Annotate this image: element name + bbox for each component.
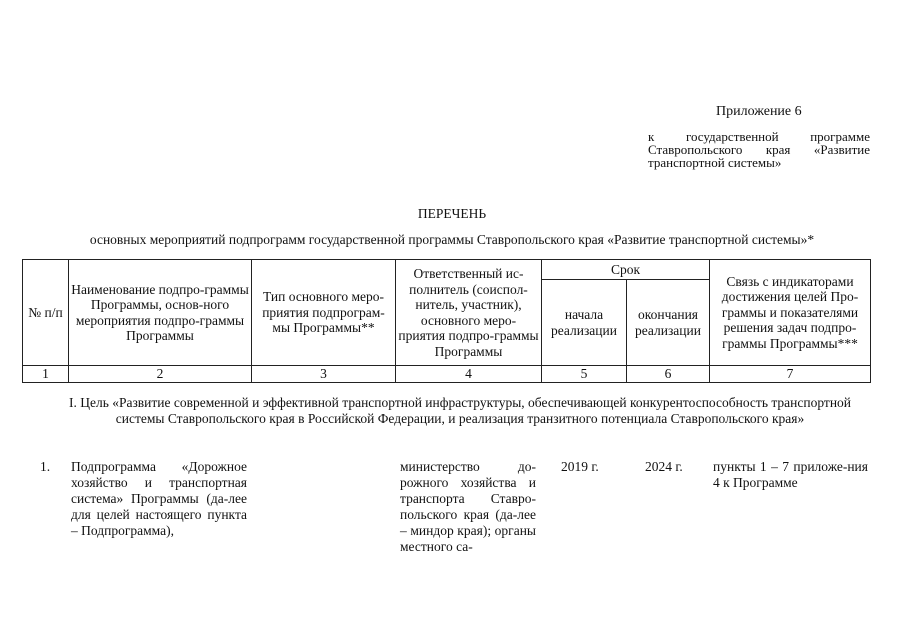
column-number: 2	[69, 366, 252, 383]
row-start: 2019 г.	[561, 459, 599, 474]
annex-subtitle: к государственной программе Ставропольского края «Развитие транспортной системы»	[648, 129, 870, 170]
header-term: Срок	[542, 260, 710, 280]
header-type: Тип основного меро-приятия подпрограм-мы Программы**	[252, 260, 396, 366]
row-executor: министерство до-рожного хозяйства и транспорта Ставро-польского края (да-лее – миндор края); органы местного са-	[400, 459, 536, 554]
header-executor: Ответственный ис-полнитель (соиспол-нитель, участник), основного меро-приятия подпро-граммы Программы	[396, 260, 542, 366]
row-name: Подпрограмма «Дорожное хозяйство и транспортная система» Программы (да-лее для целей настоящего пункта – Подпрограмма),	[71, 459, 247, 538]
column-number: 7	[710, 366, 871, 383]
header-link: Связь с индикаторами достижения целей Про-граммы и показателями решения задач подпро-граммы Программы***	[710, 260, 871, 366]
document-heading: ПЕРЕЧЕНЬ	[417, 206, 487, 221]
column-number: 3	[252, 366, 396, 383]
row-link: пункты 1 – 7 приложе-ния 4 к Программе	[713, 459, 868, 490]
section-title: I. Цель «Развитие современной и эффективной транспортной инфраструктуры, обеспечивающей конкурентоспособность транспортной системы Ставропольского края в Российской Федерации, и реализация транзитного потенциала Ставропольского края»	[68, 395, 852, 426]
annex-title: Приложение 6	[716, 104, 802, 119]
header-table	[22, 259, 871, 383]
column-number: 6	[627, 366, 710, 383]
row-end: 2024 г.	[645, 459, 683, 474]
header-num: № п/п	[23, 260, 69, 366]
header-end: окончания реализации	[627, 280, 710, 366]
column-number: 5	[542, 366, 627, 383]
column-number: 1	[23, 366, 69, 383]
row-num: 1.	[40, 459, 51, 474]
header-name: Наименование подпро-граммы Программы, основ-ного мероприятия подпро-граммы Программы	[69, 260, 252, 366]
document-subheading: основных мероприятий подпрограмм государственной программы Ставропольского края «Развитие транспортной системы»*	[89, 232, 815, 247]
column-number: 4	[396, 366, 542, 383]
header-start: начала реализации	[542, 280, 627, 366]
